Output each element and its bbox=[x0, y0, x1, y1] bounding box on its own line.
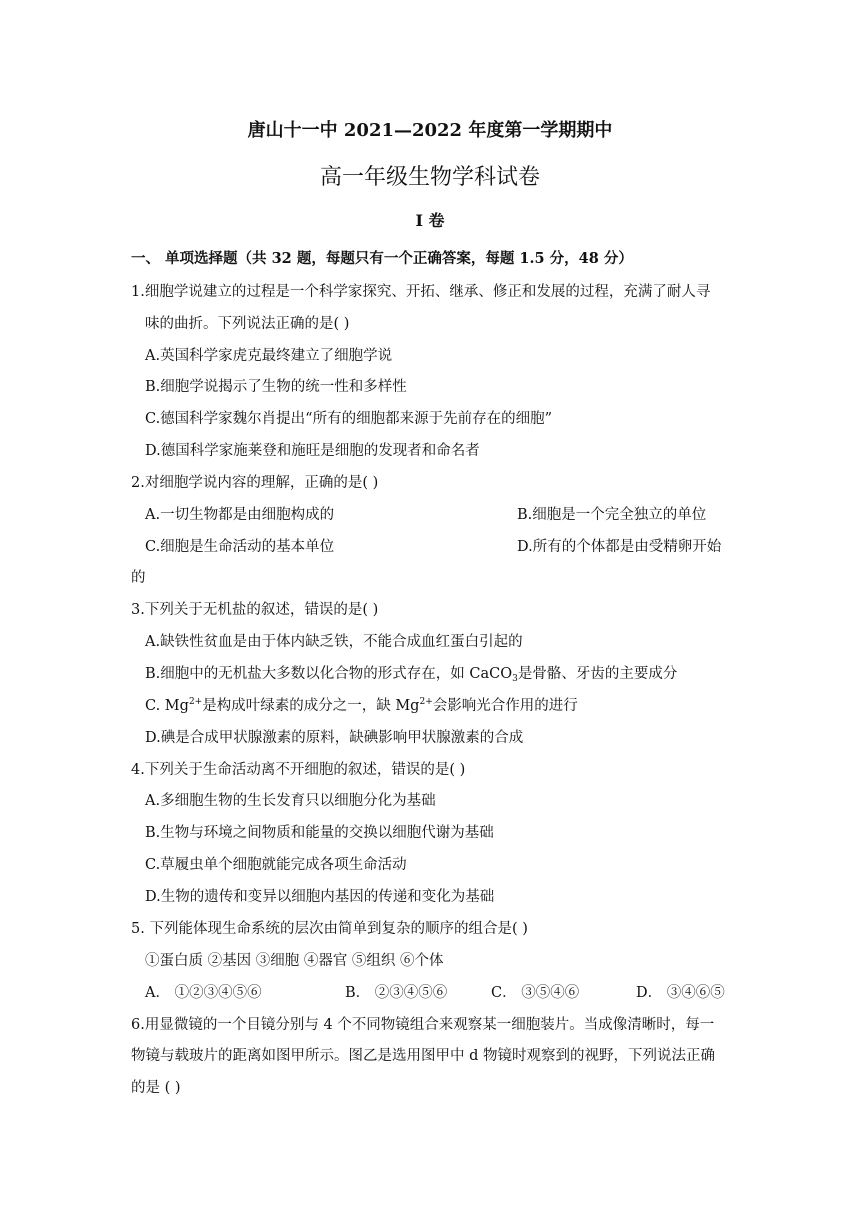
question-2-option-d-cont: 的 bbox=[131, 570, 146, 586]
question-3-stem: 3.下列关于无机盐的叙述，错误的是( ) bbox=[131, 602, 379, 618]
volume-label: I 卷 bbox=[415, 211, 445, 230]
question-6-stem: 6.用显微镜的一个目镜分别与 4 个不同物镜组合来观察某一细胞装片。当成像清晰时，每一 bbox=[131, 1017, 715, 1033]
question-5-option-d: D． ③④⑥⑤ bbox=[636, 985, 725, 1001]
question-3-option-b: B.细胞中的无机盐大多数以化合物的形式存在，如 CaCO$_3$是骨骼、牙齿的主要成分 bbox=[145, 666, 678, 684]
question-2-option-a: A.一切生物都是由细胞构成的 bbox=[145, 507, 335, 523]
question-1-option-b: B.细胞学说揭示了生物的统一性和多样性 bbox=[145, 379, 407, 395]
question-4-option-a: A.多细胞生物的生长发育只以细胞分化为基础 bbox=[145, 793, 436, 809]
question-5-option-a: A． ①②③④⑤⑥ bbox=[145, 985, 262, 1001]
question-1-stem-cont: 味的曲折。下列说法正确的是( ) bbox=[145, 316, 350, 332]
question-6-stem-end: 的是 ( ) bbox=[131, 1080, 181, 1096]
question-1-stem: 1.细胞学说建立的过程是一个科学家探究、开拓、继承、修正和发展的过程，充满了耐人寻 bbox=[131, 284, 711, 300]
question-6-stem-cont: 物镜与载玻片的距离如图甲所示。图乙是选用图甲中 d 物镜时观察到的视野，下列说法正确 bbox=[131, 1048, 715, 1064]
question-4-option-b: B.生物与环境之间物质和能量的交换以细胞代谢为基础 bbox=[145, 825, 494, 841]
question-1-option-d: D.德国科学家施莱登和施旺是细胞的发现者和命名者 bbox=[145, 443, 480, 459]
question-4-stem: 4.下列关于生命活动离不开细胞的叙述，错误的是( ) bbox=[131, 762, 466, 778]
question-1-option-c: C.德国科学家魏尔肖提出“所有的细胞都来源于先前存在的细胞” bbox=[145, 411, 553, 427]
question-2-option-d: D.所有的个体都是由受精卵开始 bbox=[517, 539, 722, 555]
exam-title-subject: 高一年级生物学科试卷 bbox=[319, 165, 540, 190]
question-5-option-b: B． ②③④⑤⑥ bbox=[345, 985, 448, 1001]
question-3-option-c: C. $Mg^{2+}$是构成叶绿素的成分之一，缺 $Mg^{2+}$会影响光合作用的进行 bbox=[145, 697, 578, 714]
question-5-items: ①蛋白质 ②基因 ③细胞 ④器官 ⑤组织 ⑥个体 bbox=[145, 953, 444, 969]
question-4-option-d: D.生物的遗传和变异以细胞内基因的传递和变化为基础 bbox=[145, 889, 495, 905]
exam-title-school: 唐山十一中 2021—2022 年度第一学期期中 bbox=[247, 120, 613, 141]
question-2-option-c: C.细胞是生命活动的基本单位 bbox=[145, 539, 335, 555]
question-3-option-d: D.碘是合成甲状腺激素的原料，缺碘影响甲状腺激素的合成 bbox=[145, 730, 524, 746]
section-heading: 一、 单项选择题（共 32 题，每题只有一个正确答案，每题 1.5 分，48 分） bbox=[131, 250, 633, 267]
question-1-option-a: A.英国科学家虎克最终建立了细胞学说 bbox=[145, 348, 393, 364]
question-5-option-c: C． ③⑤④⑥ bbox=[491, 985, 580, 1001]
question-2-stem: 2.对细胞学说内容的理解，正确的是( ) bbox=[131, 475, 379, 491]
question-5-stem: 5. 下列能体现生命系统的层次由简单到复杂的顺序的组合是( ) bbox=[131, 921, 528, 937]
question-2-option-b: B.细胞是一个完全独立的单位 bbox=[517, 507, 707, 523]
question-4-option-c: C.草履虫单个细胞就能完成各项生命活动 bbox=[145, 857, 407, 873]
question-3-option-a: A.缺铁性贫血是由于体内缺乏铁，不能合成血红蛋白引起的 bbox=[145, 634, 523, 650]
